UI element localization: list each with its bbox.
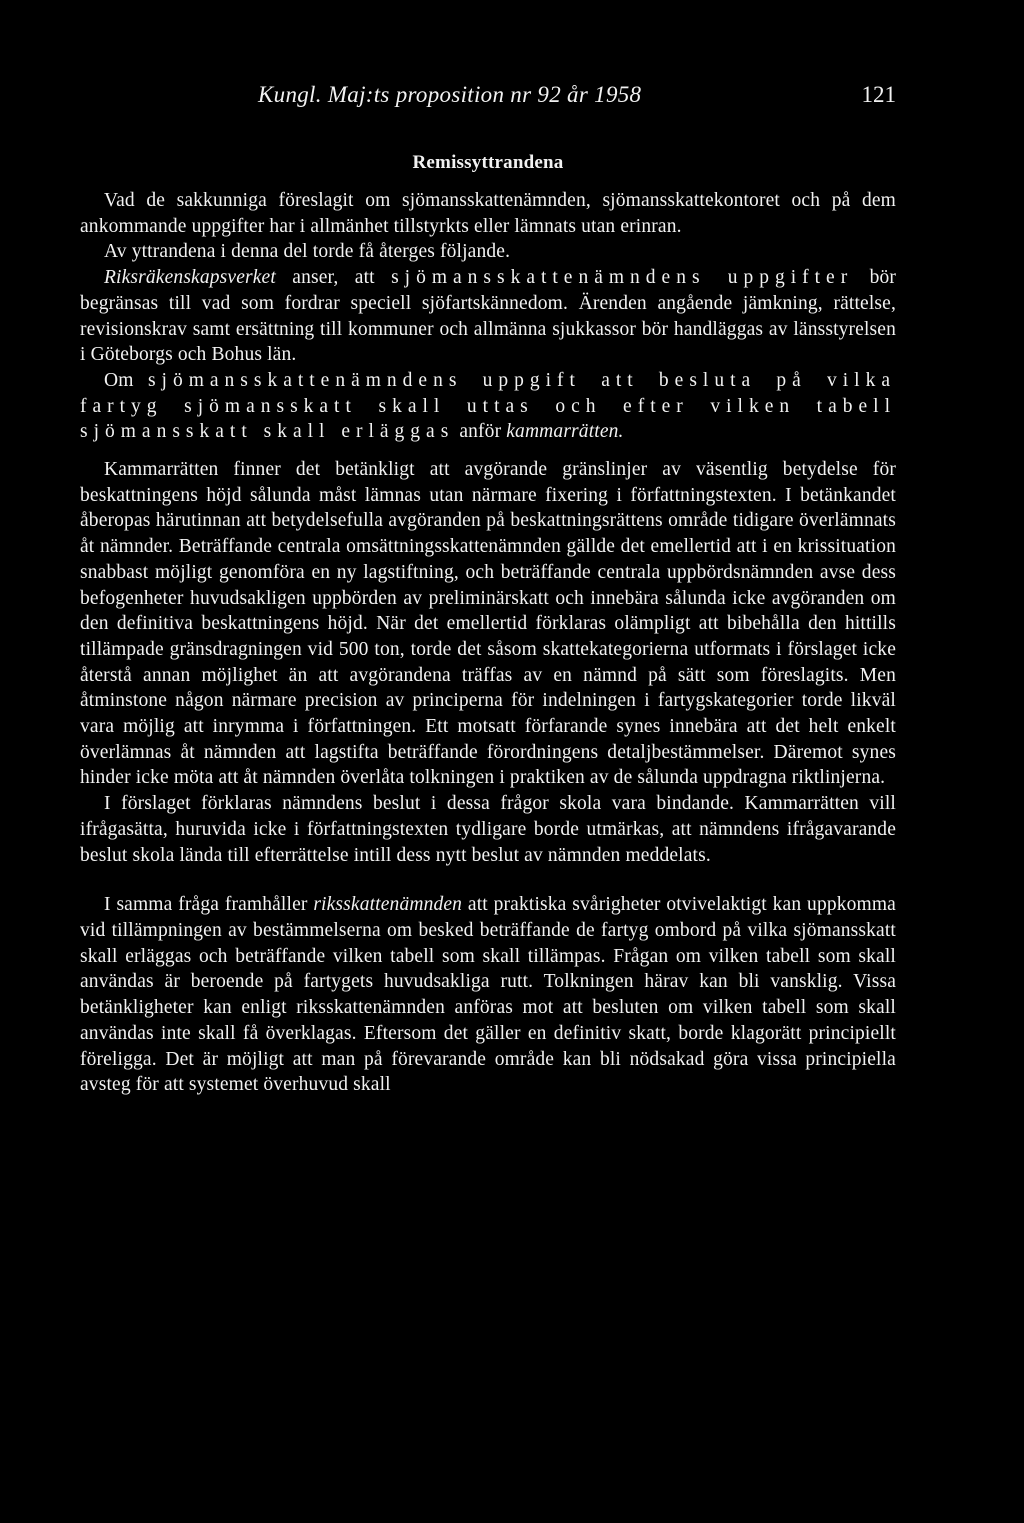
paragraph-riksskattenamnden: [80, 892, 896, 1098]
text-segment: Om: [104, 369, 148, 391]
section-heading: Remissyttrandena: [412, 152, 564, 173]
paragraph-nämndens-uppgift: [80, 368, 896, 445]
emphasized-phrase: sjömansskattenämndens uppgifter: [391, 267, 854, 289]
page-number: 121: [861, 82, 896, 107]
page-header: [80, 82, 896, 122]
authority-kammarratten: kammarrätten.: [506, 421, 624, 443]
document-page: [80, 82, 896, 1098]
running-title: Kungl. Maj:ts proposition nr 92 år 1958: [258, 82, 642, 107]
authority-riksrakenskapsverket: Riksräkenskapsverket: [104, 267, 276, 289]
paragraph-forslaget: I förslaget förklaras nämndens beslut i dessa frågor skola vara bindande. Kammarrätten vill ifrågasätta, huruvida icke i författningstexten tydligare borde utmärkas, att nämndens ifrågavarande beslut skola lända till efterrättelse intill dess nytt beslut av nämnden meddelats.: [80, 793, 896, 866]
authority-riksskattenamnden: riksskattenämnden: [313, 894, 463, 916]
text-segment: anser, att: [275, 267, 392, 289]
text-segment: I samma fråga framhåller: [104, 894, 314, 916]
paragraph-kammarratten: Kammarrätten finner det betänkligt att avgörande gränslinjer av väsentlig betydelse för beskattningens höjd sålunda måst lämnas utan närmare fixering i författningstexten. I betänkandet åberopas härutinnan att betydelsefulla avgöranden på beskattningsrättens område tidigare överlämnats åt nämnder. Beträffande centrala omsättningsskattenämnden gällde det emellertid att i en krissituation snabbast möjligt genomföra en ny lagstiftning, och beträffande centrala uppbördsnämnden avse dess befogenheter huvudsakligen uppbörden av preliminärskatt och innebära sålunda icke avgöranden om den definitiva beskattningens höjd. När det emellertid förklaras olämpligt att bibehålla den hittills tillämpade gränsdragningen vid 500 ton, torde det såsom skattekategorierna utformats i förslaget icke återstå annan möjlighet än att avgörandena träffas av en nämnd på sätt som föreslagits. Men åtminstone någon närmare precision av principerna för indelningen i fartygskategorier torde likväl vara möjlig att inrymma i författningen. Ett motsatt förfarande synes innebära att det helt enkelt överlämnas åt nämnden att lagstifta beträffande förordningens detaljbestämmelser. Däremot synes hinder icke möta att åt nämnden överlåta tolkningen i praktiken av de sålunda uppdragna riktlinjerna.: [80, 459, 896, 789]
paragraph-yttrandena: Av yttrandena i denna del torde få återges följande.: [104, 241, 511, 263]
text-segment: att praktiska svårigheter otvivelaktigt kan uppkomma vid tillämpningen av bestämmelserna om besked beträffande de fartyg ombord på vilka sjömansskatt skall erläggas och beträffande vilken tabell som skall tillämpas. Frågan om vilken tabell som skall användas är beroende på fartygets huvudsakliga rutt. Tolkningen härav kan bli vansklig. Vissa betänkligheter kan enligt riksskattenämnden anföras mot att besluten om vilken tabell som skall användas inte skall få överklagas. Eftersom det gäller en definitiv skatt, borde klagorätt principiellt föreligga. Det är möjligt att man på förevarande område kan bli nödsakad göra vissa principiella avsteg för att systemet överhuvud skall: [80, 894, 896, 1096]
text-segment: anför: [454, 421, 507, 443]
emphasized-phrase: sjömansskattenämndens uppgift att besluta på vilka fartyg sjömansskatt skall uttas och efter vilken tabell sjömansskatt skall erläggas: [80, 369, 897, 443]
paragraph-sakkunniga: Vad de sakkunniga föreslagit om sjömansskattenämnden, sjömansskattekontoret och på dem ankommande uppgifter har i allmänhet tillstyrkts eller lämnats utan erinran.: [80, 190, 896, 237]
text-segment: bör begränsas till vad som fordrar speciell sjöfartskännedom. Ärenden angående jämkning, rättelse, revisionskrav samt ersättning till kommuner och allmänna sjukkassor bör handläggas av länsstyrelsen i Göteborgs och Bohus län.: [80, 267, 897, 366]
paragraph-riksrakenskapsverket: [80, 265, 896, 368]
